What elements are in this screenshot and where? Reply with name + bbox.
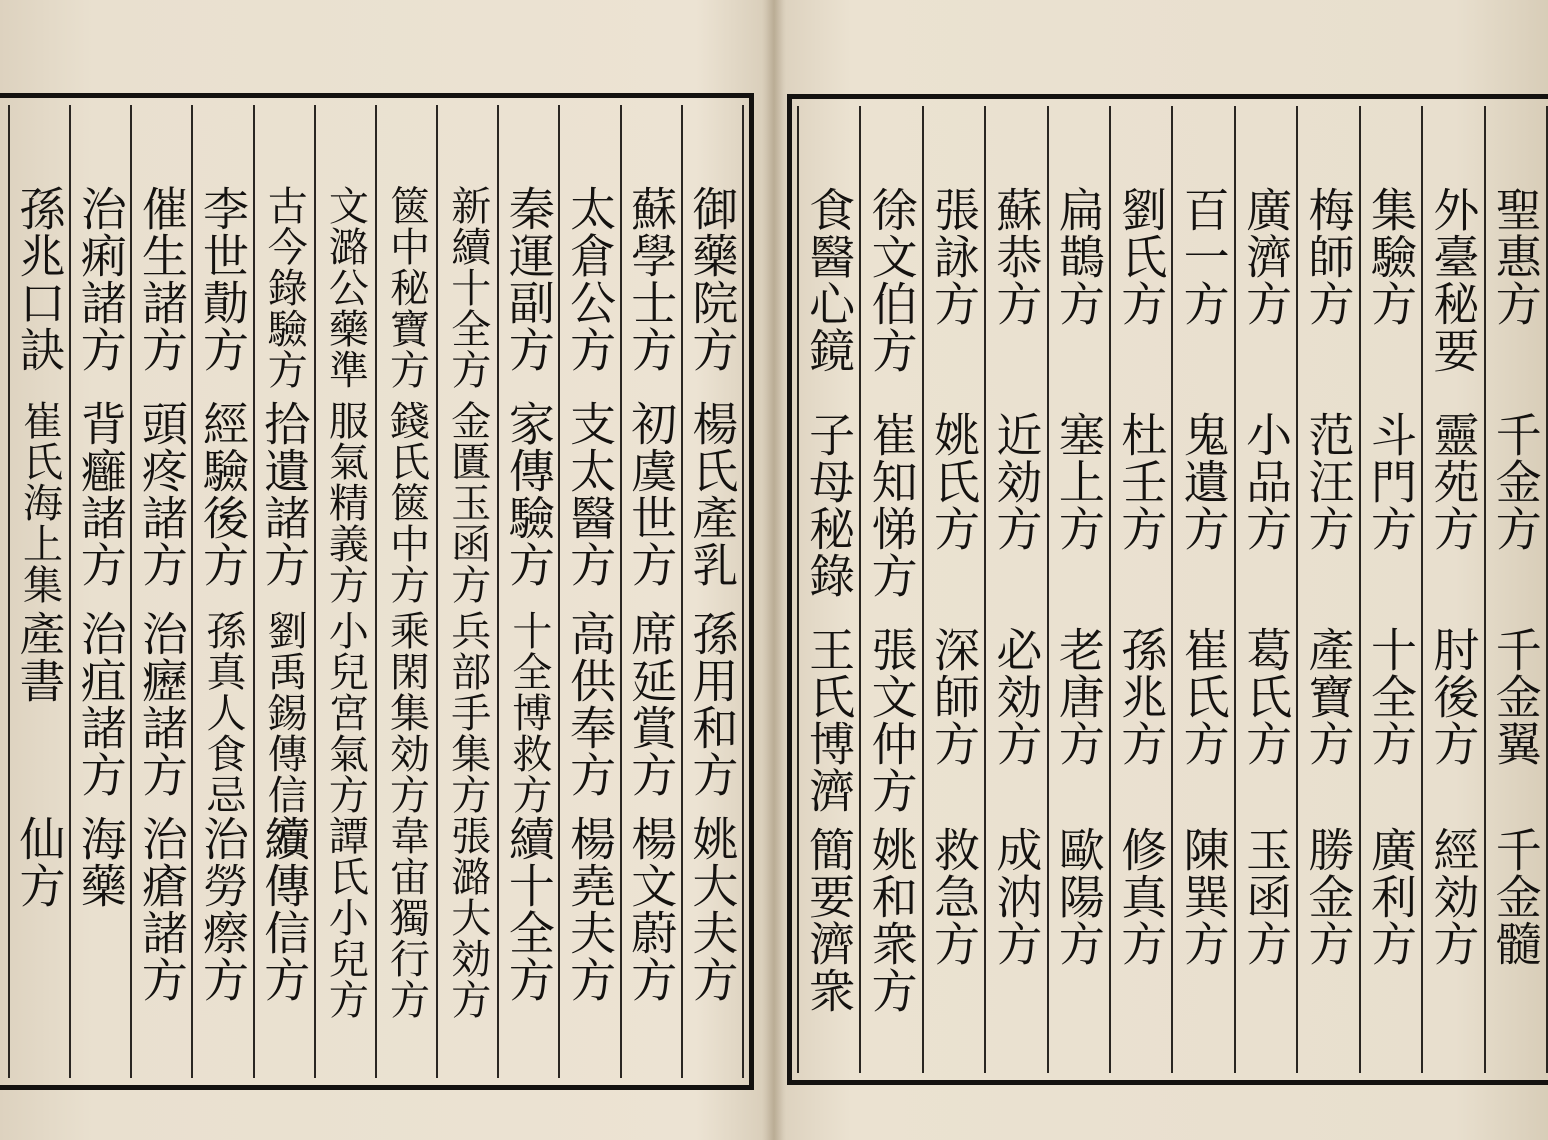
formula-entry: 孫真人食忌 — [200, 610, 247, 815]
formula-entry: 劉氏方 — [1114, 186, 1169, 327]
formula-entry: 家傳驗方 — [501, 400, 556, 588]
formula-entry: 治痢諸方 — [73, 185, 128, 373]
formula-entry: 鬼遺方 — [1176, 411, 1231, 552]
formula-entry: 背癰諸方 — [73, 400, 128, 588]
formula-entry: 文潞公藥準 — [322, 185, 369, 390]
text-column — [69, 105, 130, 1078]
formula-entry: 譚氏小兒方 — [322, 815, 369, 1020]
formula-entry: 必効方 — [989, 626, 1044, 767]
formula-entry: 徐文伯方 — [864, 186, 919, 374]
formula-entry: 百一方 — [1176, 186, 1231, 327]
formula-entry: 蘇恭方 — [989, 186, 1044, 327]
formula-entry: 產書 — [12, 610, 67, 704]
text-column — [497, 105, 558, 1078]
text-column — [797, 106, 859, 1073]
formula-entry: 塞上方 — [1051, 411, 1106, 552]
formula-entry: 初虞世方 — [624, 400, 679, 588]
formula-entry: 簡要濟衆 — [802, 826, 857, 1014]
formula-entry: 梅師方 — [1301, 186, 1356, 327]
formula-entry: 崔氏海上集 — [16, 400, 63, 605]
formula-entry: 楊文蔚方 — [624, 815, 679, 1003]
formula-entry: 續十全方 — [501, 815, 556, 1003]
formula-entry: 千金方 — [1488, 411, 1543, 552]
formula-entry: 仙方 — [12, 815, 67, 909]
text-column — [1171, 106, 1233, 1073]
formula-entry: 篋中秘寶方 — [383, 185, 430, 390]
text-column — [984, 106, 1046, 1073]
formula-entry: 十全博救方 — [505, 610, 552, 815]
text-column — [1359, 106, 1421, 1073]
text-column — [436, 105, 497, 1078]
formula-entry: 食醫心鏡 — [802, 186, 857, 374]
formula-entry: 乘閑集効方 — [383, 610, 430, 815]
formula-entry: 外臺秘要 — [1426, 186, 1481, 374]
text-column — [1296, 106, 1358, 1073]
text-column — [375, 105, 436, 1078]
formula-entry: 錢氏篋中方 — [383, 400, 430, 605]
formula-entry: 治疽諸方 — [73, 610, 128, 798]
formula-entry: 支太醫方 — [563, 400, 618, 588]
formula-entry: 范汪方 — [1301, 411, 1356, 552]
text-column — [130, 105, 191, 1078]
formula-entry: 修真方 — [1114, 826, 1169, 967]
formula-entry: 深師方 — [926, 626, 981, 767]
formula-entry: 肘後方 — [1426, 626, 1481, 767]
right-page — [787, 94, 1548, 1085]
formula-entry: 王氏博濟 — [802, 626, 857, 814]
text-column — [859, 106, 921, 1073]
formula-entry: 高供奉方 — [563, 610, 618, 798]
formula-entry: 席延賞方 — [624, 610, 679, 798]
formula-entry: 杜壬方 — [1114, 411, 1169, 552]
formula-entry: 廣利方 — [1363, 826, 1418, 967]
text-column — [1484, 106, 1548, 1073]
formula-entry: 服氣精義方 — [322, 400, 369, 605]
formula-entry: 歐陽方 — [1051, 826, 1106, 967]
text-column — [922, 106, 984, 1073]
text-column — [1109, 106, 1171, 1073]
formula-entry: 姚大夫方 — [685, 815, 740, 1003]
formula-entry: 古今錄驗方 — [261, 185, 308, 390]
formula-entry: 陳巽方 — [1176, 826, 1231, 967]
formula-entry: 廣濟方 — [1239, 186, 1294, 327]
book-gutter — [762, 0, 786, 1140]
formula-entry: 姚和衆方 — [864, 826, 919, 1014]
formula-entry: 催生諸方 — [134, 185, 189, 373]
formula-entry: 產寶方 — [1301, 626, 1356, 767]
formula-entry: 海藥 — [73, 815, 128, 909]
text-column — [1421, 106, 1483, 1073]
formula-entry: 治癧諸方 — [134, 610, 189, 798]
formula-entry: 勝金方 — [1301, 826, 1356, 967]
formula-entry: 蘇學士方 — [624, 185, 679, 373]
formula-entry: 靈苑方 — [1426, 411, 1481, 552]
text-column — [191, 105, 252, 1078]
formula-entry: 成汭方 — [989, 826, 1044, 967]
formula-entry: 張詠方 — [926, 186, 981, 327]
formula-entry: 扁鵲方 — [1051, 186, 1106, 327]
formula-entry: 楊堯夫方 — [563, 815, 618, 1003]
left-page — [0, 93, 754, 1090]
formula-entry: 治瘡諸方 — [134, 815, 189, 1003]
text-column — [253, 105, 314, 1078]
text-column — [681, 105, 744, 1078]
formula-entry: 斗門方 — [1363, 411, 1418, 552]
text-column — [314, 105, 375, 1078]
formula-entry: 拾遺諸方 — [257, 400, 312, 588]
formula-entry: 經効方 — [1426, 826, 1481, 967]
formula-entry: 孫兆口訣 — [12, 185, 67, 373]
formula-entry: 玉函方 — [1239, 826, 1294, 967]
formula-entry: 孫兆方 — [1114, 626, 1169, 767]
formula-entry: 崔氏方 — [1176, 626, 1231, 767]
formula-entry: 治勞瘵方 — [196, 815, 251, 1003]
formula-entry: 近効方 — [989, 411, 1044, 552]
formula-entry: 崔知悌方 — [864, 411, 919, 599]
text-column — [1234, 106, 1296, 1073]
formula-entry: 集驗方 — [1363, 186, 1418, 327]
formula-entry: 聖惠方 — [1488, 186, 1543, 327]
formula-entry: 秦運副方 — [501, 185, 556, 373]
formula-entry: 新續十全方 — [444, 185, 491, 390]
text-column — [558, 105, 619, 1078]
formula-entry: 楊氏產乳 — [685, 400, 740, 588]
formula-entry: 千金髓 — [1488, 826, 1543, 967]
formula-entry: 頭疼諸方 — [134, 400, 189, 588]
formula-entry: 兵部手集方 — [444, 610, 491, 815]
formula-entry: 韋宙獨行方 — [383, 815, 430, 1020]
formula-entry: 小品方 — [1239, 411, 1294, 552]
formula-entry: 十全方 — [1363, 626, 1418, 767]
formula-entry: 李世勣方 — [196, 185, 251, 373]
formula-entry: 金匱玉函方 — [444, 400, 491, 605]
formula-entry: 劉禹錫傳信方 — [261, 610, 308, 856]
formula-entry: 張潞大効方 — [444, 815, 491, 1020]
text-column — [1047, 106, 1109, 1073]
right-page-columns — [797, 106, 1548, 1073]
formula-entry: 經驗後方 — [196, 400, 251, 588]
formula-entry: 張文仲方 — [864, 626, 919, 814]
formula-entry: 老唐方 — [1051, 626, 1106, 767]
formula-entry: 小兒宮氣方 — [322, 610, 369, 815]
formula-entry: 救急方 — [926, 826, 981, 967]
formula-entry: 太倉公方 — [563, 185, 618, 373]
formula-entry: 孫用和方 — [685, 610, 740, 798]
formula-entry: 葛氏方 — [1239, 626, 1294, 767]
text-column — [620, 105, 681, 1078]
formula-entry: 姚氏方 — [926, 411, 981, 552]
formula-entry: 續傳信方 — [257, 815, 312, 1003]
left-page-columns — [8, 105, 744, 1078]
text-column — [8, 105, 69, 1078]
formula-entry: 子母秘錄 — [802, 411, 857, 599]
formula-entry: 御藥院方 — [685, 185, 740, 373]
formula-entry: 千金翼 — [1488, 626, 1543, 767]
